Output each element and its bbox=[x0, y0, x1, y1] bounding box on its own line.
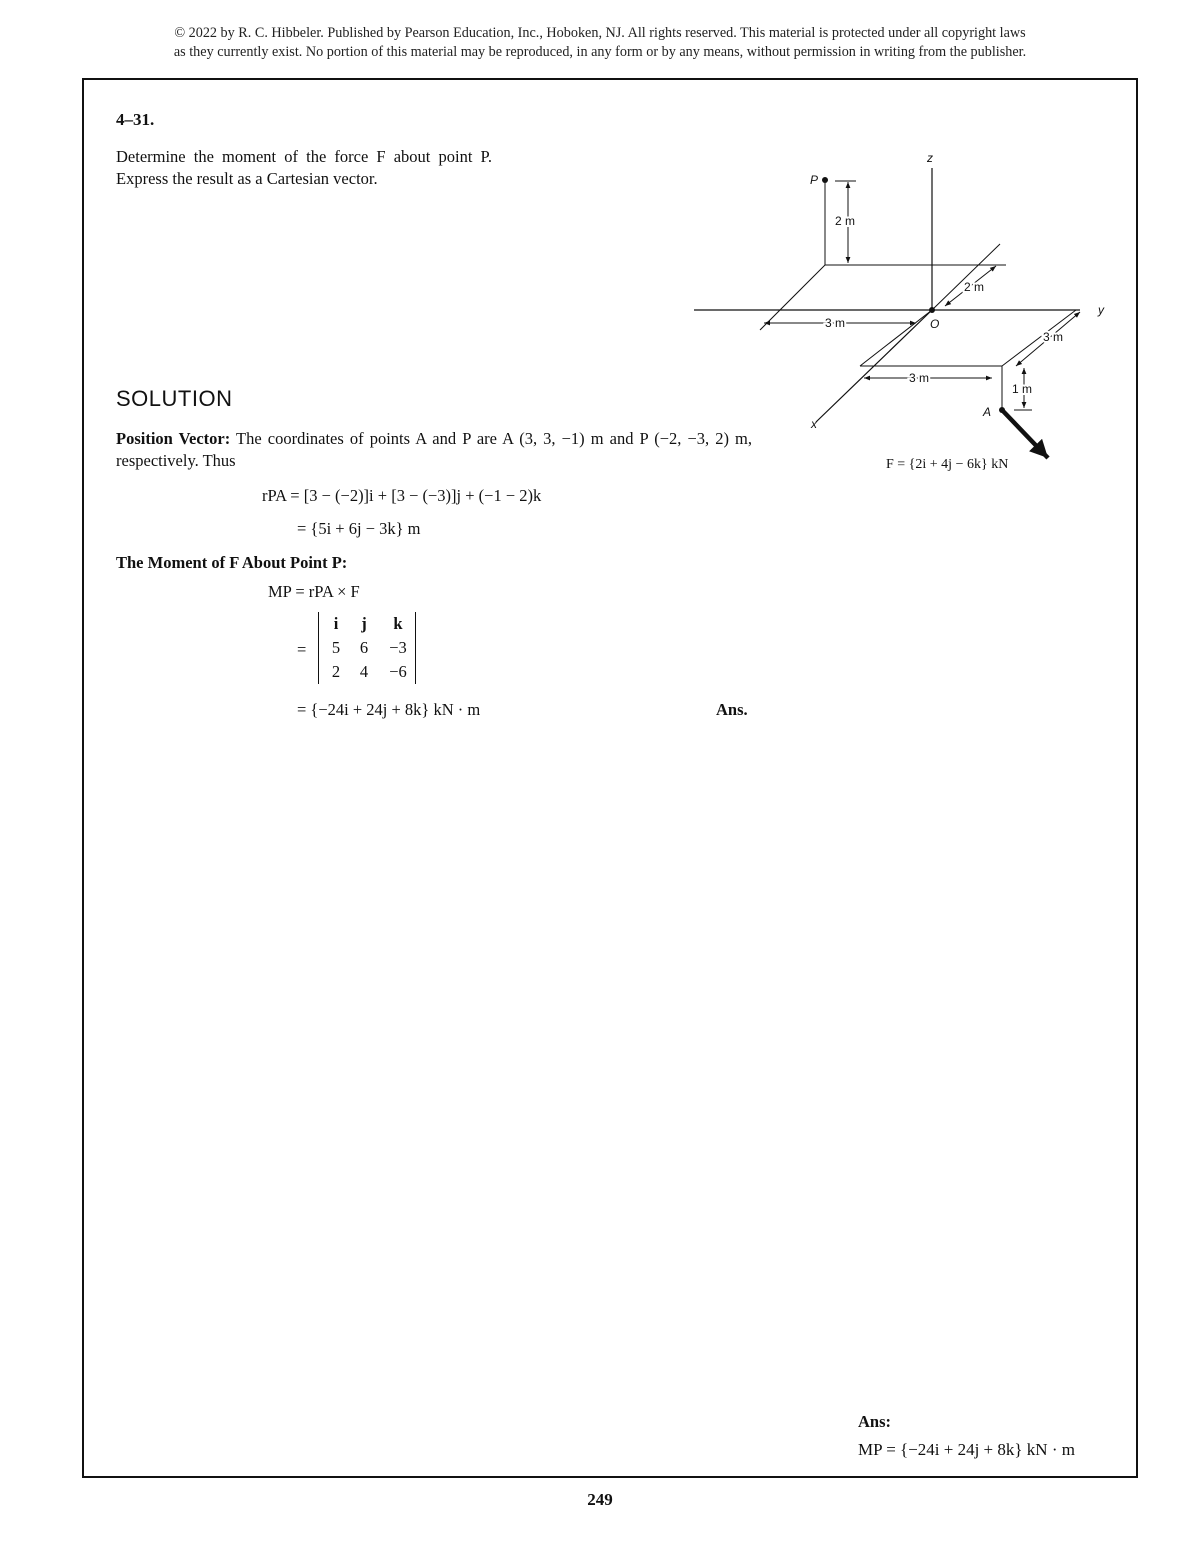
label-3m-right: 3 m bbox=[1043, 330, 1064, 344]
label-A: A bbox=[983, 405, 992, 419]
moment-result: = {−24i + 24j + 8k} kN · m bbox=[297, 700, 481, 719]
det-cell: i bbox=[333, 614, 339, 633]
point-O bbox=[929, 307, 935, 313]
solution-heading: SOLUTION bbox=[116, 386, 233, 411]
point-P bbox=[822, 177, 828, 183]
label-2m-diag: 2 m bbox=[964, 280, 985, 294]
det-cell: −3 bbox=[389, 638, 407, 657]
label-force: F = {2i + 4j − 6k} kN bbox=[886, 457, 1009, 472]
det-cell: j bbox=[361, 614, 367, 633]
answer-box-label: Ans: bbox=[858, 1412, 892, 1431]
det-cell: 5 bbox=[331, 638, 341, 657]
moment-equation-1: MP = rPA × F bbox=[268, 582, 360, 601]
position-vector-paragraph bbox=[116, 428, 752, 472]
upper-diag bbox=[760, 265, 825, 330]
determinant bbox=[318, 612, 416, 684]
moment-heading: The Moment of F About Point P: bbox=[116, 553, 348, 572]
page-number: 249 bbox=[587, 1490, 613, 1509]
copyright-line-2: as they currently exist. No portion of this material may be reproduced, in any form or by any means, without permission in writing from the publisher. bbox=[173, 44, 1027, 60]
copyright-notice bbox=[80, 24, 1120, 62]
force-arrow bbox=[1002, 410, 1048, 458]
r-pa-equation-2: = {5i + 6j − 3k} m bbox=[297, 519, 421, 538]
det-cell: 6 bbox=[359, 638, 369, 657]
lower-diag-left bbox=[860, 310, 932, 366]
problem-statement-line-2: Express the result as a Cartesian vector. bbox=[116, 169, 378, 188]
label-2m-vertical: 2 m bbox=[835, 214, 856, 228]
moment-equals-sign: = bbox=[297, 640, 307, 659]
label-y: y bbox=[1098, 303, 1104, 317]
position-vector-heading: Position Vector: bbox=[116, 429, 231, 448]
problem-statement bbox=[116, 146, 586, 190]
det-cell: 2 bbox=[331, 662, 341, 681]
lower-diag-right bbox=[1002, 310, 1076, 366]
label-x: x bbox=[811, 417, 817, 431]
label-z: z bbox=[927, 151, 933, 165]
label-3m-left: 3 m bbox=[825, 316, 846, 330]
problem-number: 4–31. bbox=[116, 110, 155, 129]
copyright-line-1: © 2022 by R. C. Hibbeler. Published by Pearson Education, Inc., Hoboken, NJ. All rights reserved. This material is protected under all copyright laws bbox=[174, 25, 1026, 41]
det-cell: −6 bbox=[389, 662, 407, 681]
label-3m-lower: 3 m bbox=[909, 371, 930, 385]
label-O: O bbox=[930, 317, 940, 331]
det-cell: 4 bbox=[359, 662, 369, 681]
label-1m: 1 m bbox=[1012, 382, 1033, 396]
ans-label: Ans. bbox=[716, 700, 748, 719]
axis-extension bbox=[932, 244, 1000, 310]
r-pa-equation-1: rPA = [3 − (−2)]i + [3 − (−3)]j + (−1 − 2)k bbox=[262, 486, 542, 505]
det-cell: k bbox=[393, 614, 403, 633]
problem-statement-line-1: Determine the moment of the force F about point P. bbox=[116, 147, 493, 166]
label-P: P bbox=[810, 173, 819, 187]
position-vector-text: The coordinates of points A and P are A (3, 3, −1) m and P (−2, −3, 2) m, respectively. Thus bbox=[116, 429, 752, 470]
answer-box-value: MP = {−24i + 24j + 8k} kN · m bbox=[858, 1440, 1075, 1459]
